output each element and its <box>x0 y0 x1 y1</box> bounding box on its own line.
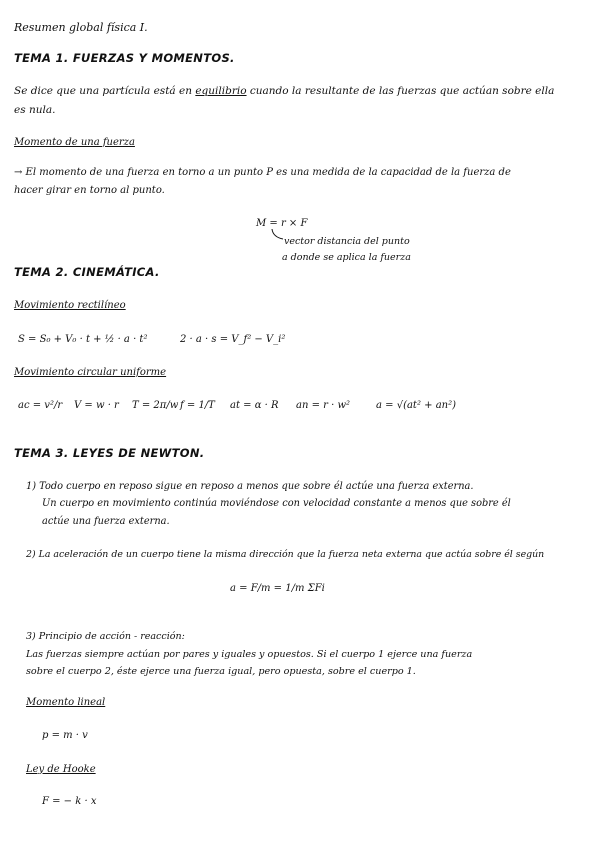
circular-formula-at: at = α · R <box>230 400 279 411</box>
momento-paragraph-line2: hacer girar en torno al punto. <box>14 185 165 196</box>
equilibrio-keyword: equilibrio <box>195 85 247 97</box>
ley3-line1: 3) Principio de acción - reacción: <box>26 631 185 642</box>
tema1-heading: TEMA 1. FUERZAS Y MOMENTOS. <box>14 51 235 65</box>
circular-formula-period: T = 2π/w <box>132 400 179 411</box>
movimiento-rectilineo-heading: Movimiento rectilíneo <box>14 300 126 311</box>
momento-lineal-heading: Momento lineal <box>26 697 106 708</box>
momento-fuerza-heading: Momento de una fuerza <box>14 137 135 148</box>
movimiento-circular-heading: Movimiento circular uniforme <box>14 367 167 378</box>
circular-formula-v: V = w · r <box>74 400 119 411</box>
ley-hooke-formula: F = − k · x <box>42 796 97 807</box>
equilibrio-text-pre: Se dice que una partícula está en <box>14 85 192 97</box>
circular-formula-an: an = r · w² <box>296 400 351 411</box>
momento-lineal-formula: p = m · v <box>42 730 88 741</box>
ley2-line1: 2) La aceleración de un cuerpo tiene la misma dirección que la fuerza neta externa que actúa sobre él según <box>26 549 545 560</box>
ley1-line3: actúe una fuerza externa. <box>42 516 170 527</box>
rectilineo-formula-velocity: 2 · a · s = V_f² − V_i² <box>180 334 286 345</box>
ley1-line2: Un cuerpo en movimiento continúa moviéndose con velocidad constante a menos que sobre él <box>42 498 511 509</box>
momento-paragraph-line1: → El momento de una fuerza en torno a un punto P es una medida de la capacidad de la fuerza de <box>14 167 511 178</box>
momento-formula: M = r × F <box>256 218 308 229</box>
momento-note-line1: vector distancia del punto <box>284 236 410 247</box>
momento-note-line2: a donde se aplica la fuerza <box>282 252 411 263</box>
document-title: Resumen global física I. <box>14 21 148 34</box>
ley3-line2: Las fuerzas siempre actúan por pares y iguales y opuestos. Si el cuerpo 1 ejerce una fuerza <box>26 649 473 660</box>
circular-formula-ac: ac = v²/r <box>18 400 63 411</box>
equilibrio-paragraph-line1 <box>14 85 554 98</box>
ley1-line1: 1) Todo cuerpo en reposo sigue en reposo a menos que sobre él actúe una fuerza externa. <box>26 481 474 492</box>
rectilineo-formula-position: S = S₀ + V₀ · t + ½ · a · t² <box>18 334 148 345</box>
circular-formula-a: a = √(at² + an²) <box>376 400 457 411</box>
equilibrio-text-post: cuando la resultante de las fuerzas que actúan sobre ella <box>249 85 555 97</box>
tema3-heading: TEMA 3. LEYES DE NEWTON. <box>14 446 205 460</box>
tema2-heading: TEMA 2. CINEMÁTICA. <box>14 265 160 279</box>
ley3-line3: sobre el cuerpo 2, éste ejerce una fuerza igual, pero opuesta, sobre el cuerpo 1. <box>26 666 416 677</box>
circular-formula-frequency: f = 1/T <box>180 400 215 411</box>
equilibrio-paragraph-line2: es nula. <box>14 104 56 116</box>
ley2-formula: a = F/m = 1/m ΣFi <box>230 583 325 594</box>
ley-hooke-heading: Ley de Hooke <box>26 764 96 775</box>
